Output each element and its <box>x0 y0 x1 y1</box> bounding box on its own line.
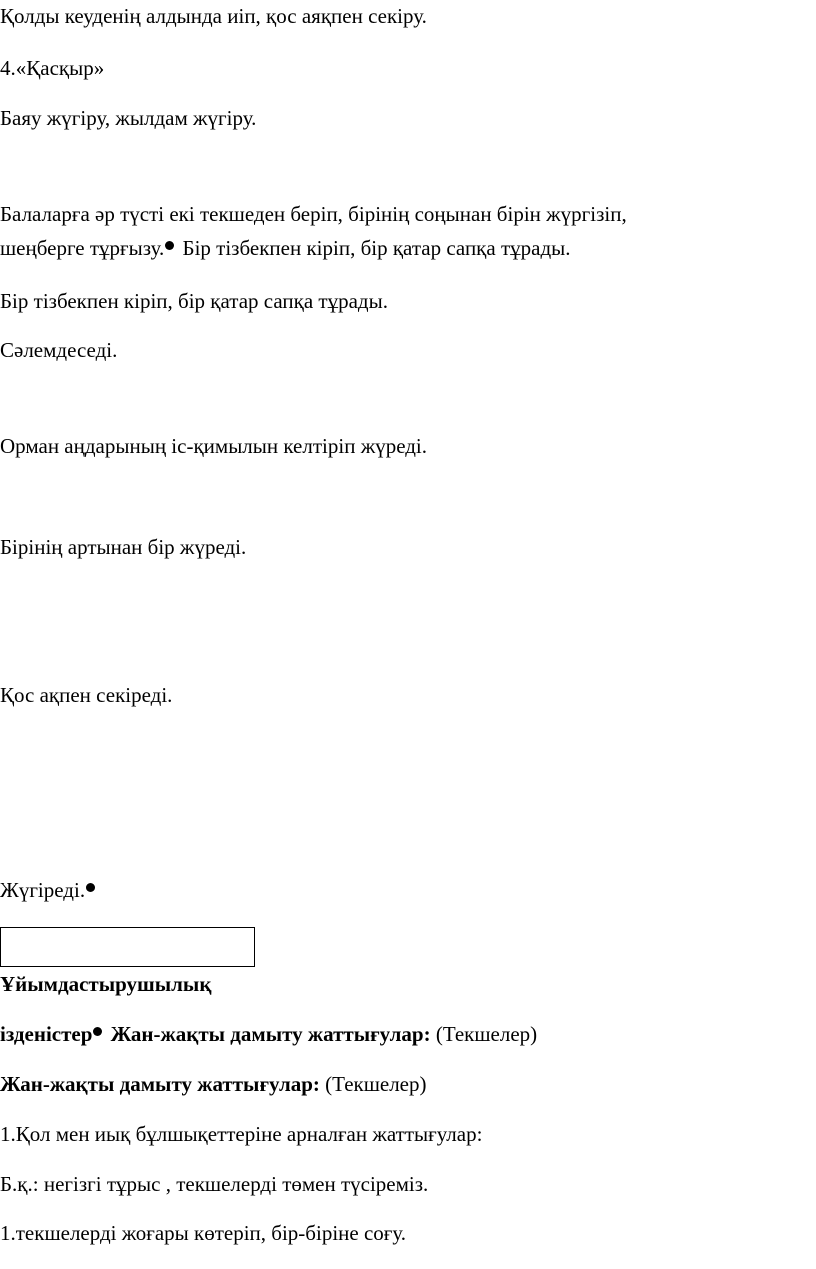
text-line-16: Б.қ.: негізгі тұрыс , текшелерді төмен түсіреміз. <box>0 1172 429 1196</box>
text-line-7: Сәлемдеседі. <box>0 338 118 362</box>
bullet-icon <box>86 883 95 892</box>
bullet-icon <box>93 1027 102 1036</box>
text-line-5-part-2: Бір тізбекпен кіріп, бір қатар сапқа тұрады. <box>177 236 571 260</box>
text-line-11 <box>0 876 98 904</box>
empty-text-box <box>0 927 255 967</box>
text-line-4: Балаларға әр түсті екі текшеден беріп, бірінің соңынан бірін жүргізіп, <box>0 202 627 226</box>
text-line-5-part-1: шеңберге тұрғызу. <box>0 236 165 260</box>
text-line-13-part-2: Жан-жақты дамыту жаттығулар: <box>105 1022 431 1046</box>
text-line-13-part-1: ізденістер <box>0 1022 93 1046</box>
text-line-10: Қос ақпен секіреді. <box>0 683 173 707</box>
text-line-11-text: Жүгіреді. <box>0 878 86 902</box>
text-line-13-part-3: (Текшелер) <box>430 1022 538 1046</box>
text-line-14-part-1: Жан-жақты дамыту жаттығулар: <box>0 1072 320 1096</box>
section-heading: Ұйымдастырушылық <box>0 972 212 996</box>
text-line-6: Бір тізбекпен кіріп, бір қатар сапқа тұрады. <box>0 289 388 313</box>
text-line-14 <box>0 1070 427 1098</box>
text-line-17: 1.текшелерді жоғары көтеріп, бір-біріне соғу. <box>0 1221 407 1245</box>
text-line-1: Қолды кеуденің алдында иіп, қос аяқпен секіру. <box>0 4 427 28</box>
text-line-13 <box>0 1020 537 1048</box>
text-line-8: Орман аңдарының іс-қимылын келтіріп жүреді. <box>0 434 428 458</box>
text-line-15: 1.Қол мен иық бұлшықеттеріне арналған жаттығулар: <box>0 1122 483 1146</box>
text-line-9: Бірінің артынан бір жүреді. <box>0 535 247 559</box>
bullet-icon <box>165 241 174 250</box>
text-line-5 <box>0 234 571 262</box>
game-title-line: 4.«Қасқыр» <box>0 56 105 80</box>
text-line-14-part-2: (Текшелер) <box>319 1072 427 1096</box>
text-line-3: Баяу жүгіру, жылдам жүгіру. <box>0 106 257 130</box>
